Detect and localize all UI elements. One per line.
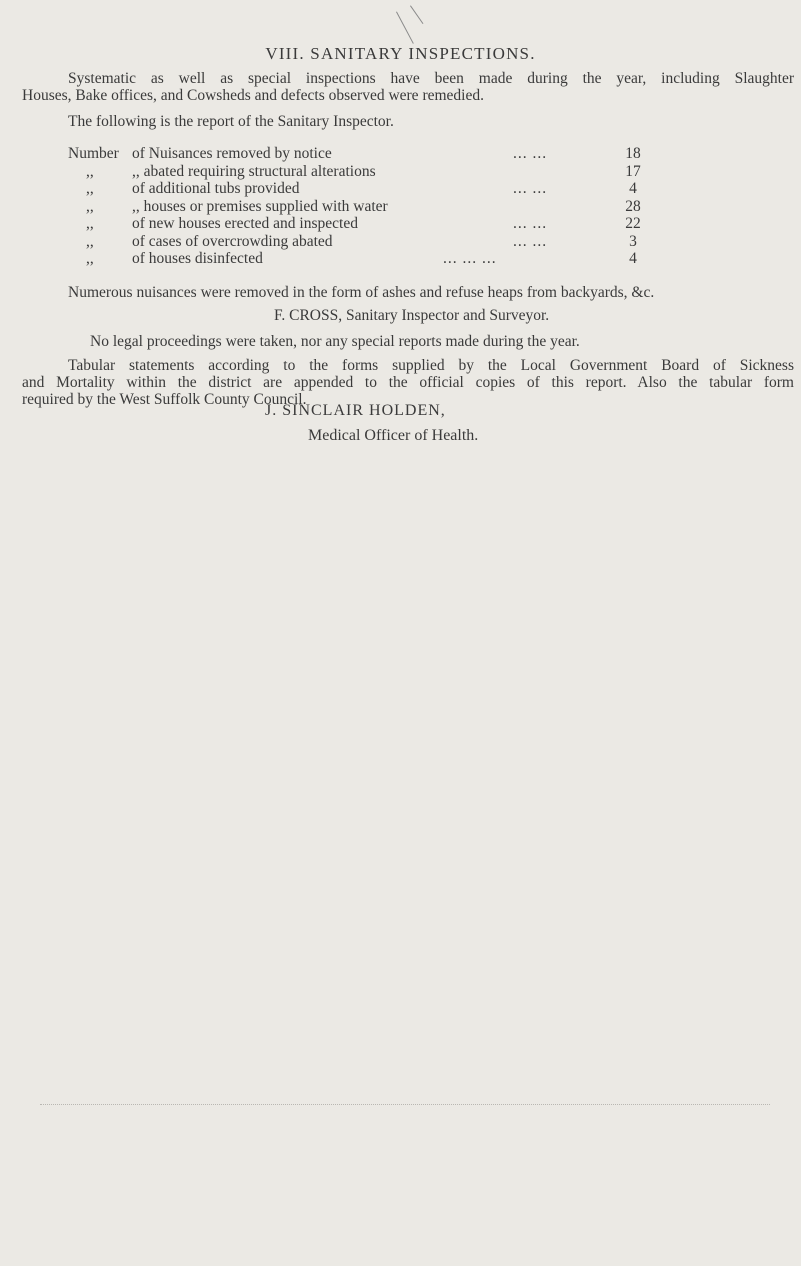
row-text: of additional tubs provided — [132, 180, 300, 197]
row-value: 18 — [625, 145, 641, 162]
scan-mark — [396, 12, 414, 44]
row-value: 3 — [629, 232, 637, 250]
row-dots: ... ... — [513, 215, 548, 232]
tabular-line-1: Tabular statements according to the forms supplied by the Local Government Board of Sickness — [68, 357, 794, 374]
row-value: 17 — [625, 162, 641, 180]
table-row — [68, 215, 718, 233]
row-lead: ,, — [86, 180, 94, 197]
intro-paragraph — [22, 70, 794, 104]
table-row — [68, 180, 718, 198]
tabular-line-3: required by the West Suffolk County Council. — [22, 391, 307, 408]
legal-note: No legal proceedings were taken, nor any special reports made during the year. — [90, 333, 580, 350]
section-title: VIII. SANITARY INSPECTIONS. — [265, 44, 536, 63]
table-row — [68, 250, 718, 268]
table-row — [68, 145, 718, 163]
row-text: of cases of overcrowding abated — [132, 232, 333, 250]
row-value: 4 — [629, 180, 637, 197]
table-row — [68, 198, 718, 216]
nuisance-note: Numerous nuisances were removed in the form of ashes and refuse heaps from backyards, &c. — [68, 284, 655, 301]
row-value: 22 — [625, 215, 641, 232]
row-lead: ,, — [86, 232, 94, 250]
row-text: ,, abated requiring structural alterations — [132, 162, 376, 180]
row-dots: ... ... ... — [443, 250, 497, 267]
report-intro: The following is the report of the Sanitary Inspector. — [68, 113, 394, 130]
inspector-signature: F. CROSS, Sanitary Inspector and Surveyor. — [274, 307, 550, 324]
tabular-paragraph — [22, 357, 794, 408]
row-value: 28 — [625, 197, 641, 215]
officer-name: J. SINCLAIR HOLDEN, — [265, 402, 446, 419]
row-lead: ,, — [86, 215, 94, 232]
row-text: of Nuisances removed by notice — [132, 145, 332, 162]
row-dots: ... ... — [513, 180, 548, 197]
table-row — [68, 233, 718, 251]
table-row — [68, 163, 718, 181]
row-lead: Number — [68, 145, 119, 162]
bleed-through-line — [40, 1104, 770, 1105]
row-text: of houses disinfected — [132, 250, 263, 267]
nuisance-table — [68, 145, 718, 268]
scan-mark — [410, 5, 423, 24]
officer-title: Medical Officer of Health. — [308, 427, 479, 444]
row-dots: ... ... — [513, 145, 548, 162]
row-lead: ,, — [86, 197, 94, 215]
row-text: of new houses erected and inspected — [132, 215, 358, 232]
tabular-line-2: and Mortality within the district are appended to the official copies of this report. Also the tabular form — [22, 374, 794, 391]
intro-line-1: Systematic as well as special inspections have been made during the year, including Slaughter — [68, 70, 794, 87]
row-value: 4 — [629, 250, 637, 267]
row-text: ,, houses or premises supplied with water — [132, 197, 388, 215]
row-lead: ,, — [86, 250, 94, 267]
row-dots: ... ... — [513, 232, 548, 250]
row-lead: ,, — [86, 162, 94, 180]
intro-line-2: Houses, Bake offices, and Cowsheds and defects observed were remedied. — [22, 87, 484, 104]
